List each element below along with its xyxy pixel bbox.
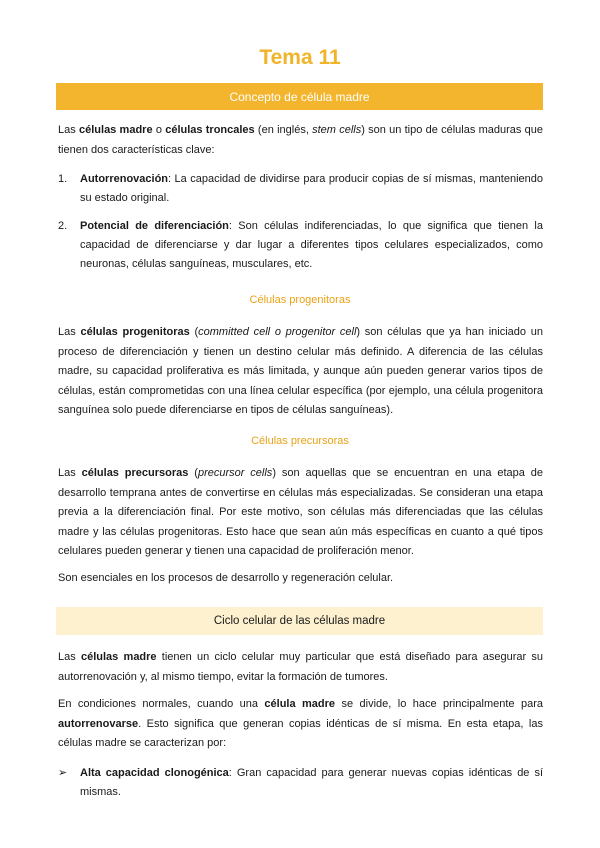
list-marker: 2. — [58, 220, 68, 232]
bullet-item: ➢ Alta capacidad clonogénica: Gran capacidad para generar nuevas copias idénticas de sí mismas. — [80, 764, 543, 802]
bullet-item-term: Alta capacidad clonogénica — [80, 767, 229, 779]
term-autorrenovarse: autorrenovarse — [58, 717, 139, 730]
condiciones-paragraph: En condiciones normales, cuando una célula madre se divide, lo hace principalmente para autorrenovarse. Esto significa que generan copias idénticas de sí misma. En esta etapa, las células madre se caracterizan por: — [58, 698, 543, 749]
section-banner-label: Concepto de célula madre — [229, 89, 370, 104]
term-celulas-madre: células madre — [79, 124, 153, 136]
section-banner-label: Ciclo celular de las células madre — [213, 615, 386, 627]
term-stem-cells: stem cells — [312, 124, 362, 136]
term-celulas-troncales: células troncales — [165, 124, 255, 136]
term-celulas-progenitoras: células progenitoras — [80, 326, 190, 338]
subheading-progenitoras: Células progenitoras — [249, 294, 351, 306]
list-item-term: Potencial de diferenciación — [80, 220, 229, 232]
list-marker: 1. — [58, 173, 68, 185]
section-banner-ciclo — [56, 607, 543, 635]
term-celula-madre: célula madre — [264, 698, 336, 710]
ciclo-paragraph: Las células madre tienen un ciclo celular muy particular que está diseñado para asegurar su autorrenovación y, al mismo tiempo, evitar la formación de tumores. — [58, 651, 544, 683]
arrow-bullet-icon: ➢ — [58, 767, 68, 779]
term-committed-cell: committed cell o progenitor cell — [198, 326, 357, 338]
progenitoras-paragraph: Las células progenitoras (committed cell o progenitor cell) son células que ya han iniciado un proceso de diferenciación y tienen un destino celular más definido. A diferencia de las células madre, su capacidad proliferativa es más limitada, y aunque aún pueden generar varios tipos de células, están comprometidas con una línea celular específica (por ejemplo, una célula progenitora sanguínea solo puede diferenciarse en tipos de células sanguíneas). — [58, 326, 543, 416]
term-celulas-madre: células madre — [80, 651, 157, 663]
subheading-precursoras: Células precursoras — [251, 435, 349, 447]
list-item: 2. Potencial de diferenciación: Son células indiferenciadas, lo que significa que tienen la capacidad de diferenciarse y dar lugar a diferentes tipos celulares especializados, como neuronas, células sanguíneas, musculares, etc. — [80, 217, 543, 274]
esenciales-paragraph: Son esenciales en los procesos de desarrollo y regeneración celular. — [58, 572, 394, 584]
list-item-term: Autorrenovación — [80, 173, 169, 185]
term-celulas-precursoras: células precursoras — [81, 467, 189, 479]
page-title: Tema 11 — [259, 46, 341, 69]
section-banner-concepto — [56, 83, 543, 110]
term-precursor-cells: precursor cells — [197, 467, 273, 479]
precursoras-paragraph: Las células precursoras (precursor cells) son aquellas que se encuentran en una etapa de desarrollo temprana antes de convertirse en células más especializadas. Se consideran una etapa previa a la diferenciación final. Por este motivo, son células más diferenciadas que las células madre y las células progenitoras. Esto hace que sean aún más específicas en cuanto a qué tipos celulares pueden generar y tienen una capacidad de proliferación menor. — [58, 467, 543, 557]
intro-paragraph: Las células madre o células troncales (en inglés, stem cells) son un tipo de células maduras que tienen dos características clave: — [58, 124, 543, 156]
list-item: 1. Autorrenovación: La capacidad de dividirse para producir copias de sí mismas, manteniendo su estado original. — [80, 170, 543, 208]
